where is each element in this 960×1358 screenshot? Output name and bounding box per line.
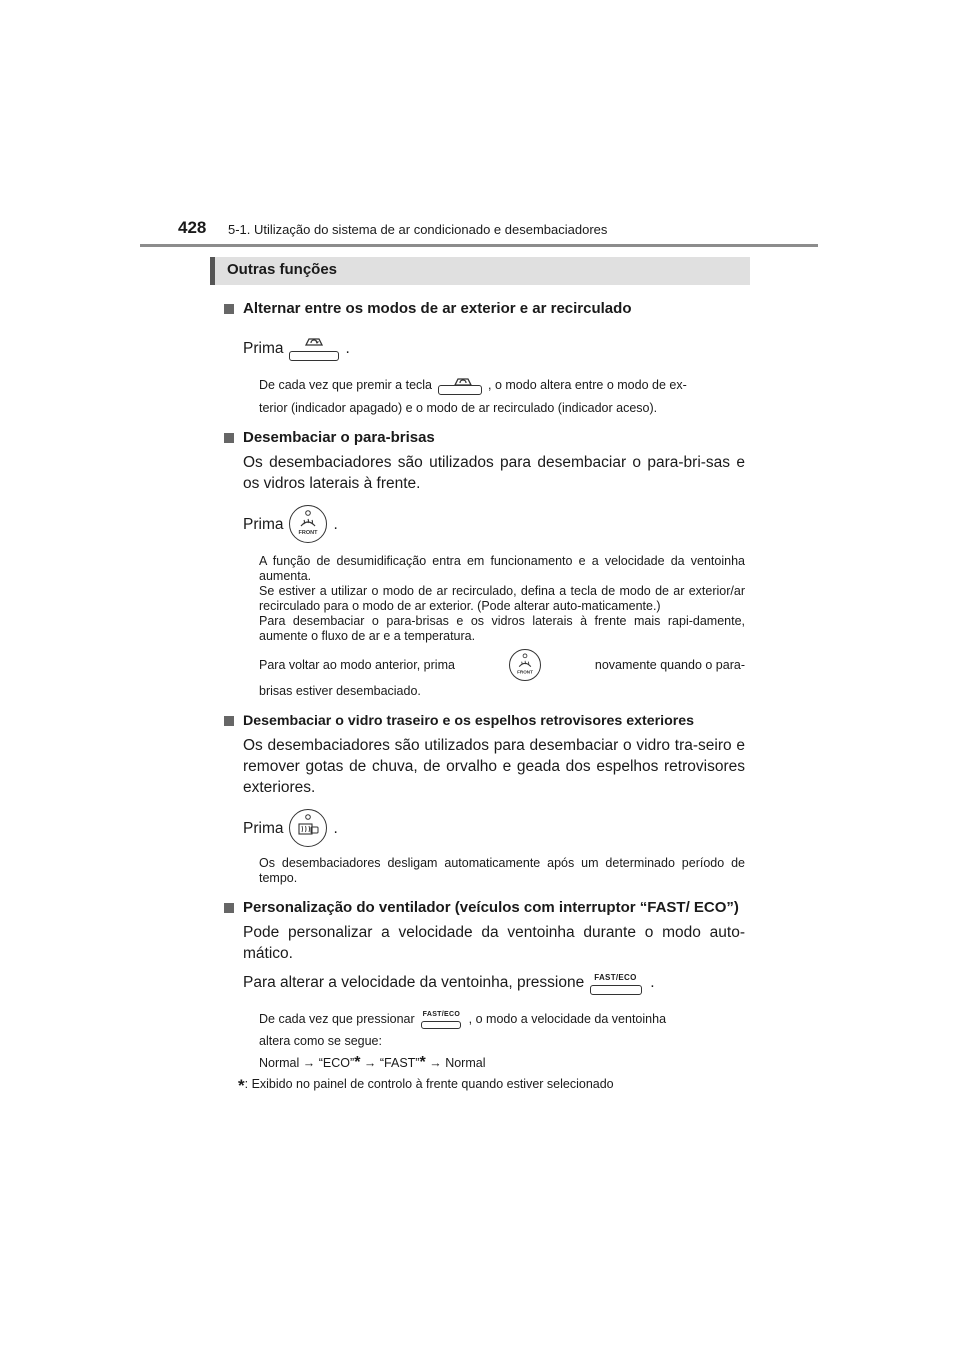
rear-defogger-body: Os desembaciadores são utilizados para desembaciar o vidro tra-seiro e remover gotas de chuva, de orvalho e geada dos espelhos retrovisores exteriores. (243, 737, 745, 796)
press-label: Prima (243, 819, 284, 837)
press-end: . (345, 339, 350, 357)
asterisk: * (354, 1054, 361, 1071)
air-recirculation-key-icon (289, 333, 339, 363)
press-label: Prima (243, 515, 284, 533)
fan-heading: Personalização do ventilador (veículos com interruptor “FAST/ ECO”) (222, 898, 745, 918)
seq-normal: Normal (259, 1056, 300, 1070)
footnote-text: : Exibido no painel de controlo à frente quando estiver selecionado (244, 1077, 614, 1091)
windshield-note-2: Se estiver a utilizar o modo de ar recirculado, defina a tecla de modo de ar exterior/ar recirculado para o modo de ar exterior. (Pode alterar auto-maticamente.) (259, 584, 745, 613)
fan-note-b: , o modo a velocidade da ventoinha (468, 1011, 667, 1026)
front-defroster-key-icon (509, 649, 541, 681)
chapter-title: 5-1. Utilização do sistema de ar condicionado e desembaciadores (228, 222, 608, 237)
windshield-note-4a: Para voltar ao modo anterior, prima (259, 657, 455, 672)
fast-eco-key-icon (421, 1007, 463, 1031)
fast-eco-key-icon (590, 967, 644, 997)
fan-block (222, 898, 745, 1093)
fan-note-a: De cada vez que pressionar (259, 1011, 415, 1026)
arrow-icon: → (429, 1056, 442, 1070)
seq-fast: “FAST” (379, 1056, 420, 1070)
windshield-heading: Desembaciar o para-brisas (222, 428, 745, 448)
fan-body: Pode personalizar a velocidade da ventoinha durante o modo auto-mático. (243, 924, 745, 962)
rear-defogger-instruction (243, 806, 745, 850)
air-note-b: , o modo altera entre o modo de ex- (488, 377, 687, 392)
seq-normal-end: Normal (445, 1056, 486, 1070)
page-number: 428 (178, 218, 207, 237)
header-divider (140, 244, 818, 247)
section-heading (210, 257, 750, 285)
air-mode-note-line1 (259, 373, 745, 397)
air-mode-note-line2: terior (indicador apagado) e o modo de ar recirculado (indicador aceso). (259, 401, 658, 415)
page-content (222, 290, 745, 1093)
air-recirculation-key-icon (438, 373, 482, 397)
front-key-label: FRONT (517, 669, 533, 675)
front-defroster-key-icon (289, 505, 327, 543)
seq-eco: “ECO” (318, 1056, 355, 1070)
section-title: Outras funções (227, 261, 338, 278)
fan-note-line2: altera como se segue: (259, 1034, 382, 1048)
fast-eco-key-label: FAST/ECO (422, 1011, 461, 1018)
footnote-asterisk: * (238, 1076, 245, 1095)
windshield-note-3: Para desembaciar o para-brisas e os vidros laterais à frente mais rapi-damente, aumente o fluxo de ar e a temperatura. (259, 614, 745, 643)
air-mode-instruction (243, 331, 745, 365)
windshield-note-1: A função de desumidificação entra em funcionamento e a velocidade da ventoinha aumenta. (259, 554, 745, 583)
footnote (238, 1077, 745, 1093)
rear-defogger-note: Os desembaciadores desligam automaticamente após um determinado período de tempo. (259, 856, 745, 885)
fast-eco-key-label: FAST/ECO (594, 973, 637, 982)
arrow-icon: → (363, 1056, 377, 1070)
air-mode-heading: Alternar entre os modos de ar exterior e ar recirculado (222, 299, 745, 319)
asterisk: * (419, 1054, 426, 1071)
rear-defogger-heading: Desembaciar o vidro traseiro e os espelhos retrovisores exteriores (222, 711, 745, 731)
fan-instruction (243, 966, 745, 998)
fan-sequence (259, 1055, 745, 1071)
windshield-instruction (243, 502, 745, 546)
rear-defogger-key-icon (289, 809, 327, 847)
air-note-a: De cada vez que premir a tecla (259, 377, 433, 392)
press-end: . (333, 515, 338, 533)
front-key-label: FRONT (299, 530, 318, 536)
air-mode-block (222, 299, 745, 416)
rear-defogger-block (222, 711, 745, 886)
windshield-body: Os desembaciadores são utilizados para desembaciar o para-bri-sas e os vidros laterais à frente. (243, 454, 745, 492)
windshield-block (222, 428, 745, 699)
windshield-note-4b: novamente quando o para- (594, 657, 745, 672)
fan-note-line1 (259, 1006, 745, 1032)
windshield-note-4 (259, 648, 745, 682)
press-label: Prima (243, 339, 284, 357)
press-end: . (333, 819, 338, 837)
fan-press-label: Para alterar a velocidade da ventoinha, pressione (243, 973, 585, 991)
windshield-note-4c: brisas estiver desembaciado. (259, 684, 421, 698)
arrow-icon: → (302, 1056, 316, 1070)
press-end: . (650, 973, 655, 991)
